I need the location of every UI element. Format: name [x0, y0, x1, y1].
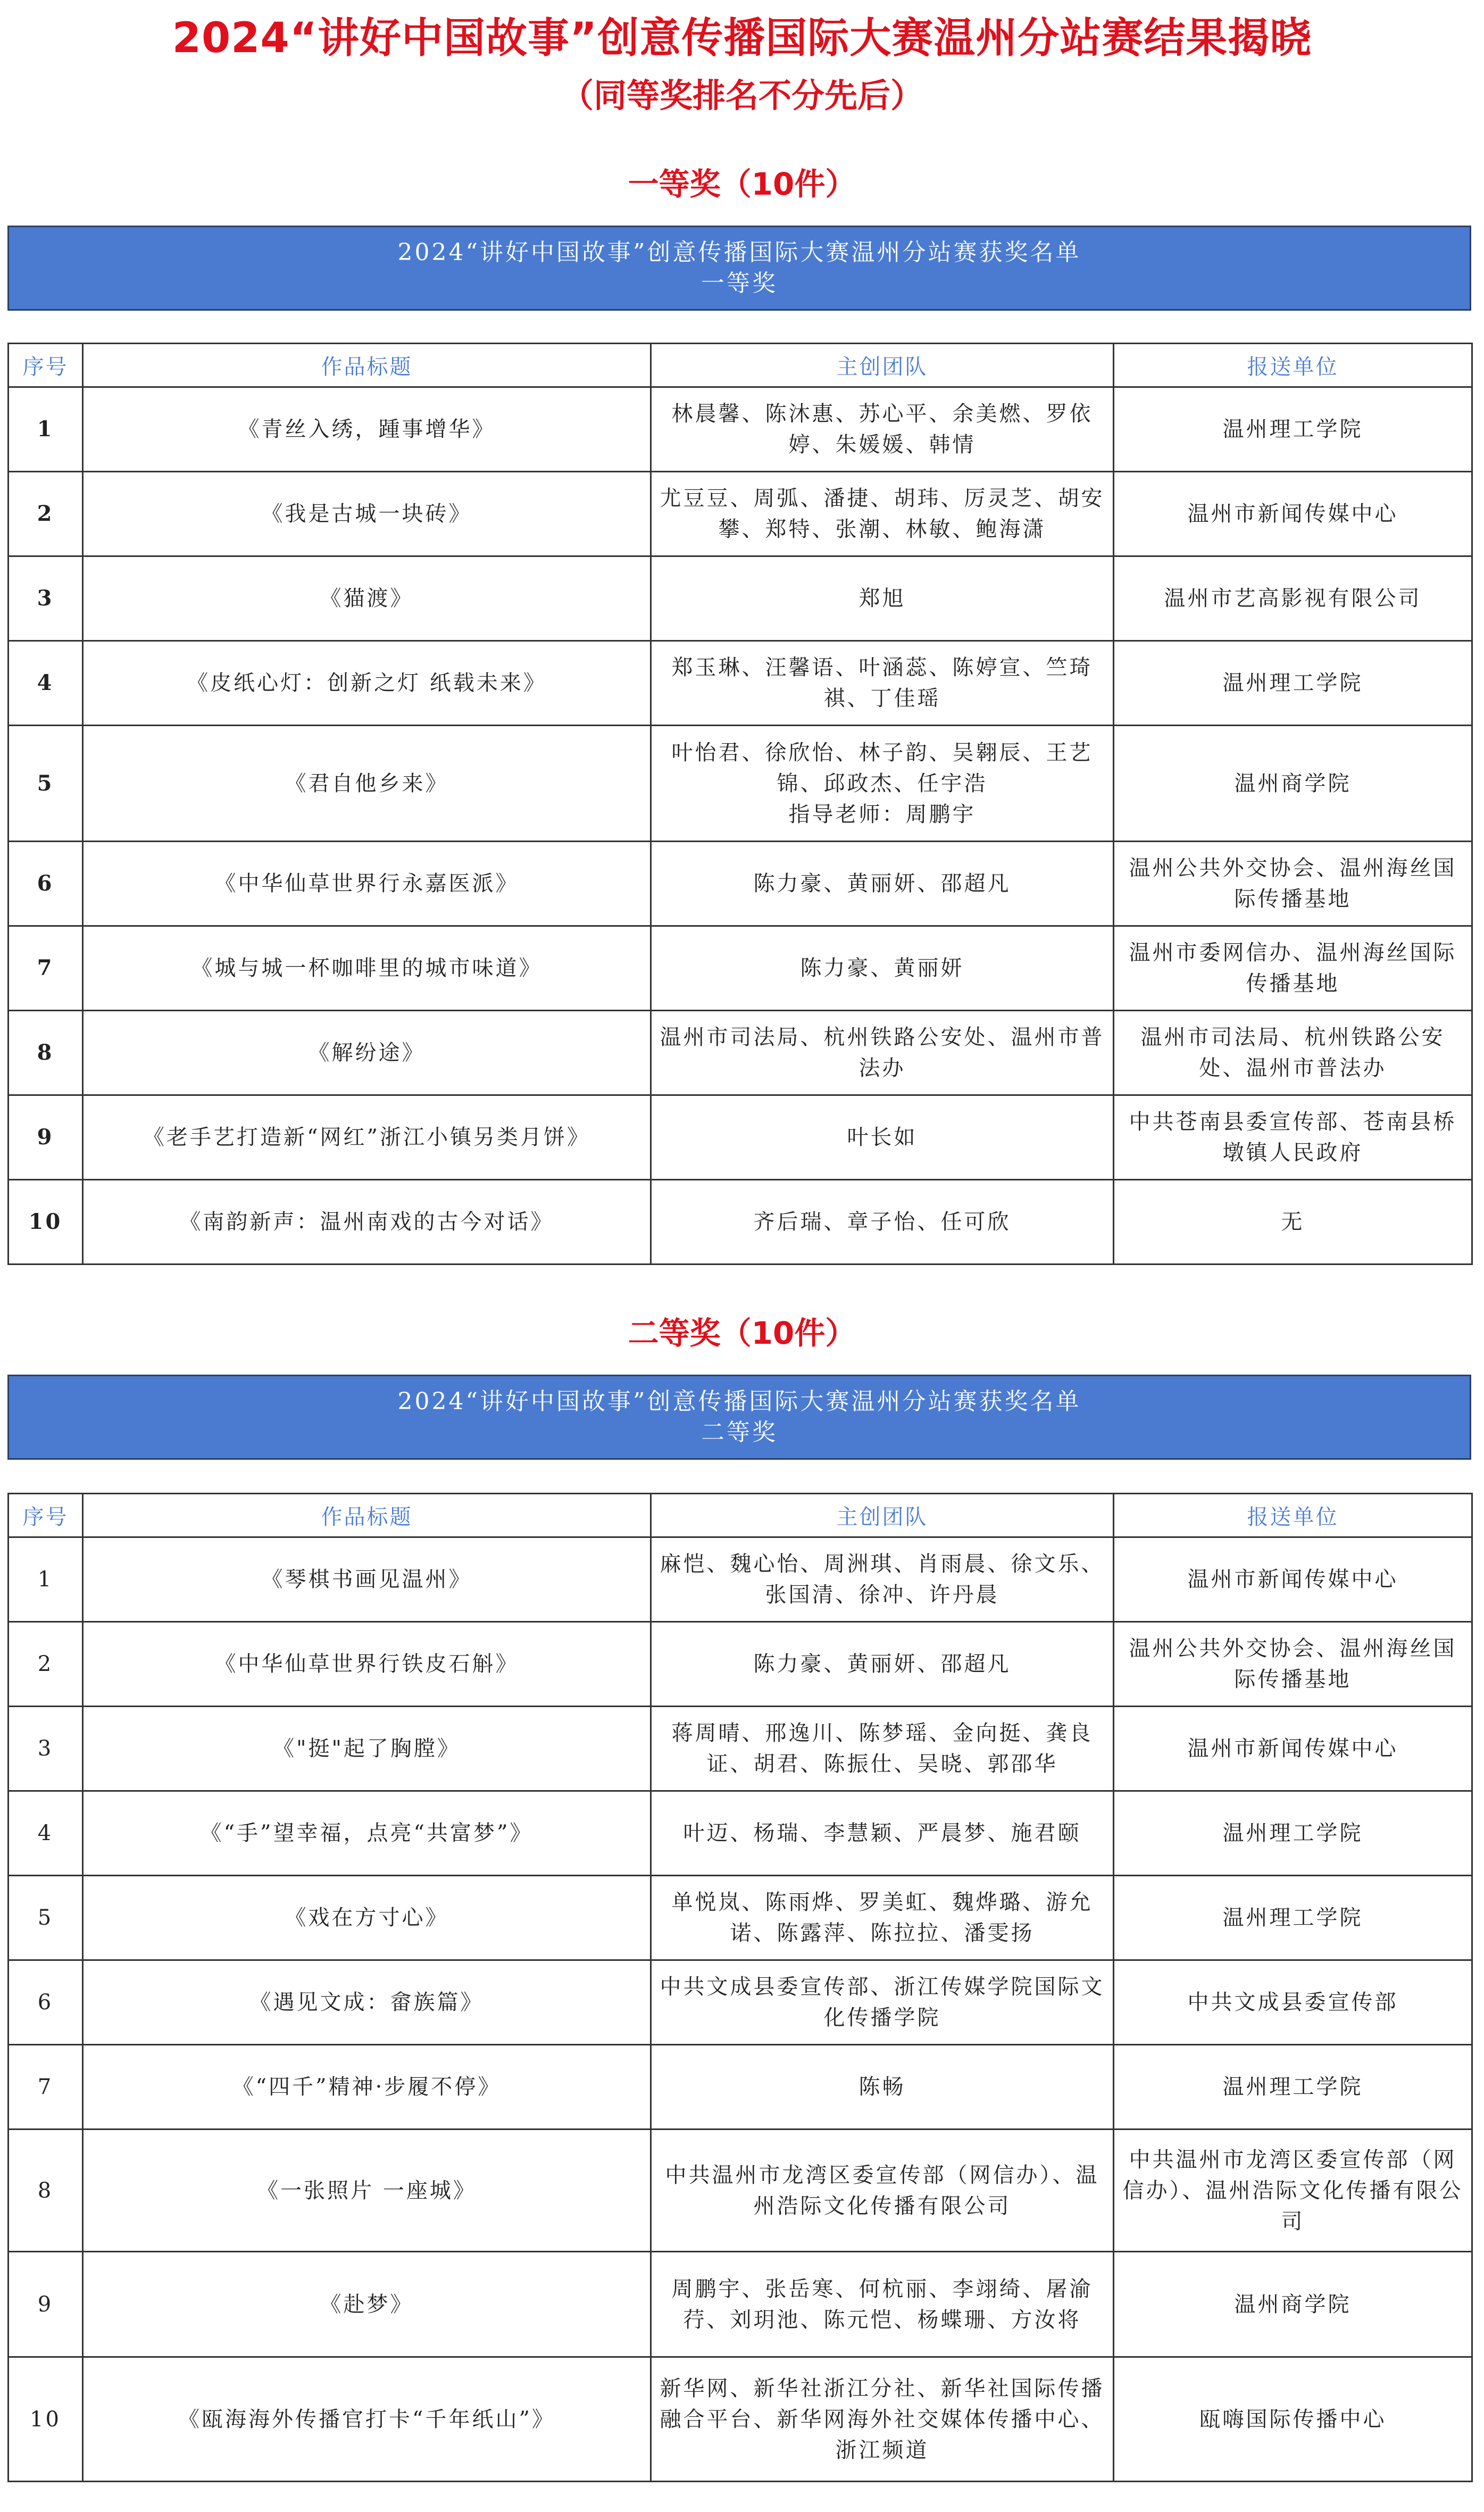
submitting-unit: 温州理工学院 [1114, 1791, 1472, 1876]
column-header-no: 序号 [9, 1494, 83, 1537]
submitting-unit: 中共苍南县委宣传部、苍南县桥墩镇人民政府 [1114, 1095, 1472, 1180]
table-header-row [9, 344, 1472, 387]
banner-prize-level: 二等奖 [701, 1419, 778, 1446]
submitting-unit: 温州理工学院 [1114, 387, 1472, 472]
column-header-unit: 报送单位 [1114, 344, 1472, 387]
row-number: 7 [9, 926, 83, 1011]
row-number: 6 [9, 1960, 83, 2045]
advisor-note: 指导老师：周鹏宇 [788, 802, 976, 827]
submitting-unit: 温州公共外交协会、温州海丝国际传播基地 [1114, 842, 1472, 926]
work-title: 《皮纸心灯：创新之灯 纸载未来》 [83, 641, 651, 726]
page-title: 2024“讲好中国故事”创意传播国际大赛温州分站赛结果揭晓 [172, 14, 1312, 62]
row-number: 4 [9, 1791, 83, 1876]
creative-team: 陈力豪、黄丽妍、邵超凡 [651, 1622, 1114, 1707]
creative-team: 麻恺、魏心怡、周洲琪、肖雨晨、徐文乐、张国清、徐冲、许丹晨 [651, 1537, 1114, 1622]
creative-team: 林晨馨、陈沐惠、苏心平、余美燃、罗依婷、朱媛媛、韩情 [651, 387, 1114, 472]
row-number: 3 [9, 1707, 83, 1791]
row-number: 1 [9, 1537, 83, 1622]
table-row [9, 2045, 1472, 2130]
submitting-unit: 温州市新闻传媒中心 [1114, 1707, 1472, 1791]
table-row [9, 2252, 1472, 2357]
submitting-unit: 温州公共外交协会、温州海丝国际传播基地 [1114, 1622, 1472, 1707]
work-title: 《中华仙草世界行铁皮石斛》 [83, 1622, 651, 1707]
submitting-unit: 温州理工学院 [1114, 641, 1472, 726]
work-title: 《南韵新声：温州南戏的古今对话》 [83, 1180, 651, 1265]
table-row [9, 1876, 1472, 1960]
submitting-unit: 瓯嗨国际传播中心 [1114, 2357, 1472, 2482]
row-number: 5 [9, 1876, 83, 1960]
table-row [9, 1537, 1472, 1622]
row-number: 10 [9, 2357, 83, 2482]
submitting-unit: 无 [1114, 1180, 1472, 1265]
submitting-unit: 温州商学院 [1114, 726, 1472, 842]
table-row [9, 842, 1472, 926]
work-title: 《猫渡》 [83, 556, 651, 641]
first-prize-heading: 一等奖（10件） [628, 166, 856, 202]
table-row [9, 1011, 1472, 1095]
table-row [9, 1707, 1472, 1791]
submitting-unit: 中共温州市龙湾区委宣传部（网信办）、温州浩际文化传播有限公司 [1114, 2130, 1472, 2252]
banner-prize-level: 一等奖 [701, 270, 778, 297]
creative-team: 温州市司法局、杭州铁路公安处、温州市普法办 [651, 1011, 1114, 1095]
column-header-no: 序号 [9, 344, 83, 387]
creative-team: 尤豆豆、周弧、潘捷、胡玮、厉灵芝、胡安攀、郑特、张潮、林敏、鲍海潇 [651, 472, 1114, 556]
row-number: 5 [9, 726, 83, 842]
second-prize-table [7, 1493, 1473, 2482]
second-prize-banner [7, 1375, 1471, 1460]
submitting-unit: 温州市司法局、杭州铁路公安处、温州市普法办 [1114, 1011, 1472, 1095]
table-row [9, 1180, 1472, 1265]
column-header-team: 主创团队 [651, 1494, 1114, 1537]
second-prize-heading: 二等奖（10件） [628, 1315, 856, 1351]
creative-team [651, 726, 1114, 842]
work-title: 《我是古城一块砖》 [83, 472, 651, 556]
work-title: 《一张照片 一座城》 [83, 2130, 651, 2252]
row-number: 3 [9, 556, 83, 641]
creative-team: 陈力豪、黄丽妍 [651, 926, 1114, 1011]
row-number: 2 [9, 472, 83, 556]
row-number: 7 [9, 2045, 83, 2130]
table-row [9, 2130, 1472, 2252]
work-title: 《青丝入绣，踵事增华》 [83, 387, 651, 472]
work-title: 《“四千”精神·步履不停》 [83, 2045, 651, 2130]
work-title: 《老手艺打造新“网红”浙江小镇另类月饼》 [83, 1095, 651, 1180]
submitting-unit: 温州商学院 [1114, 2252, 1472, 2357]
table-row [9, 556, 1472, 641]
work-title: 《戏在方寸心》 [83, 1876, 651, 1960]
submitting-unit: 温州理工学院 [1114, 1876, 1472, 1960]
banner-title: 2024“讲好中国故事”创意传播国际大赛温州分站赛获奖名单 [397, 1388, 1081, 1415]
row-number: 10 [9, 1180, 83, 1265]
submitting-unit: 温州市委网信办、温州海丝国际传播基地 [1114, 926, 1472, 1011]
creative-team: 中共温州市龙湾区委宣传部（网信办）、温州浩际文化传播有限公司 [651, 2130, 1114, 2252]
row-number: 6 [9, 842, 83, 926]
submitting-unit: 温州市新闻传媒中心 [1114, 472, 1472, 556]
table-header-row [9, 1494, 1472, 1537]
table-row [9, 2357, 1472, 2482]
table-row [9, 1095, 1472, 1180]
creative-team: 陈畅 [651, 2045, 1114, 2130]
page-subtitle: （同等奖排名不分先后） [560, 76, 923, 115]
submitting-unit: 中共文成县委宣传部 [1114, 1960, 1472, 2045]
submitting-unit: 温州市艺高影视有限公司 [1114, 556, 1472, 641]
work-title: 《城与城一杯咖啡里的城市味道》 [83, 926, 651, 1011]
row-number: 8 [9, 1011, 83, 1095]
banner-title: 2024“讲好中国故事”创意传播国际大赛温州分站赛获奖名单 [397, 239, 1081, 266]
creative-team: 周鹏宇、张岳寒、何杭丽、李翊绮、屠渝荇、刘玥池、陈元恺、杨蝶珊、方汝将 [651, 2252, 1114, 2357]
column-header-team: 主创团队 [651, 344, 1114, 387]
creative-team: 齐后瑞、章子怡、任可欣 [651, 1180, 1114, 1265]
work-title: 《琴棋书画见温州》 [83, 1537, 651, 1622]
table-row [9, 1791, 1472, 1876]
creative-team: 蒋周晴、邢逸川、陈梦瑶、金向挺、龚良证、胡君、陈振仕、吴晓、郭邵华 [651, 1707, 1114, 1791]
submitting-unit: 温州理工学院 [1114, 2045, 1472, 2130]
creative-team: 新华网、新华社浙江分社、新华社国际传播融合平台、新华网海外社交媒体传播中心、浙江频道 [651, 2357, 1114, 2482]
work-title: 《中华仙草世界行永嘉医派》 [83, 842, 651, 926]
first-prize-banner [7, 226, 1471, 311]
row-number: 4 [9, 641, 83, 726]
creative-team: 郑旭 [651, 556, 1114, 641]
table-row [9, 926, 1472, 1011]
column-header-title: 作品标题 [83, 1494, 651, 1537]
creative-team-members: 叶怡君、徐欣怡、林子韵、吴翱辰、王艺锦、邱政杰、任宇浩 [671, 740, 1093, 796]
creative-team: 郑玉琳、汪馨语、叶涵蕊、陈婷宣、竺琦祺、丁佳瑶 [651, 641, 1114, 726]
work-title: 《解纷途》 [83, 1011, 651, 1095]
table-row [9, 387, 1472, 472]
work-title: 《遇见文成：畲族篇》 [83, 1960, 651, 2045]
creative-team: 中共文成县委宣传部、浙江传媒学院国际文化传播学院 [651, 1960, 1114, 2045]
submitting-unit: 温州市新闻传媒中心 [1114, 1537, 1472, 1622]
creative-team: 单悦岚、陈雨烨、罗美虹、魏烨璐、游允诺、陈露萍、陈拉拉、潘雯扬 [651, 1876, 1114, 1960]
row-number: 2 [9, 1622, 83, 1707]
first-prize-table [7, 343, 1473, 1265]
row-number: 8 [9, 2130, 83, 2252]
table-row [9, 726, 1472, 842]
work-title: 《“手”望幸福，点亮“共富梦”》 [83, 1791, 651, 1876]
creative-team: 陈力豪、黄丽妍、邵超凡 [651, 842, 1114, 926]
creative-team: 叶长如 [651, 1095, 1114, 1180]
table-row [9, 1960, 1472, 2045]
row-number: 9 [9, 2252, 83, 2357]
work-title: 《"挺"起了胸膛》 [83, 1707, 651, 1791]
row-number: 1 [9, 387, 83, 472]
work-title: 《赴梦》 [83, 2252, 651, 2357]
work-title: 《君自他乡来》 [83, 726, 651, 842]
table-row [9, 641, 1472, 726]
table-row [9, 472, 1472, 556]
table-row [9, 1622, 1472, 1707]
column-header-title: 作品标题 [83, 344, 651, 387]
row-number: 9 [9, 1095, 83, 1180]
column-header-unit: 报送单位 [1114, 1494, 1472, 1537]
creative-team: 叶迈、杨瑞、李慧颖、严晨梦、施君颐 [651, 1791, 1114, 1876]
work-title: 《瓯海海外传播官打卡“千年纸山”》 [83, 2357, 651, 2482]
